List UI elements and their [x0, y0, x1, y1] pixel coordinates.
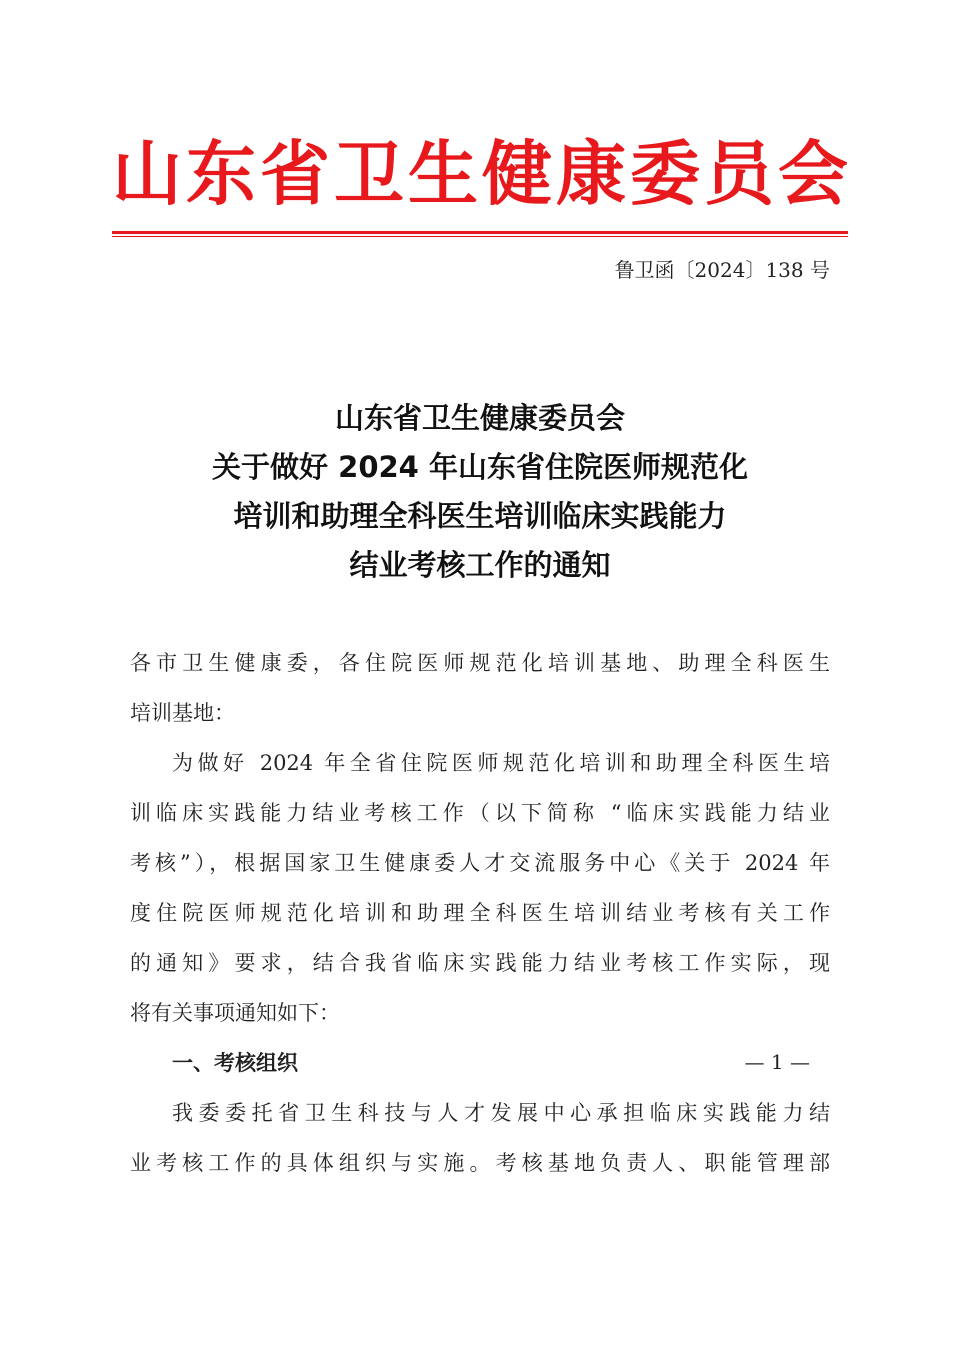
paragraph-line: 将有关事项通知如下： — [130, 1001, 340, 1025]
red-separator-thin — [112, 236, 848, 237]
letterhead-org-name — [112, 126, 848, 222]
paragraph-line: 的通知》要求，结合我省临床实践能力结业考核工作实际，现 — [130, 951, 830, 975]
paragraph-line: 度住院医师规范化培训和助理全科医生培训结业考核有关工作 — [130, 901, 830, 925]
letterhead-char: 会 — [778, 133, 848, 215]
title-line: 山东省卫生健康委员会 — [334, 401, 625, 435]
paragraph-line: 为做好 2024 年全省住院医师规范化培训和助理全科医生培 — [172, 751, 830, 775]
page-number: — 1 — — [744, 1050, 810, 1074]
letterhead-char: 东 — [186, 133, 256, 215]
letterhead-char: 健 — [482, 133, 552, 215]
document-title — [0, 394, 960, 590]
red-separator-thick — [112, 231, 848, 234]
document-body — [130, 638, 830, 1188]
title-line: 结业考核工作的通知 — [349, 548, 611, 582]
letterhead-char: 康 — [556, 133, 626, 215]
letterhead-char: 卫 — [334, 133, 404, 215]
letterhead-char: 山 — [112, 133, 182, 215]
recipient-line: 各市卫生健康委，各住院医师规范化培训基地、助理全科医生 — [130, 651, 830, 675]
section-heading: 一、考核组织 — [172, 1051, 298, 1075]
letterhead-char: 省 — [260, 133, 330, 215]
letterhead-char: 委 — [630, 133, 700, 215]
document-number: 鲁卫函〔2024〕138 号 — [614, 258, 830, 282]
paragraph-line: 我委委托省卫生科技与人才发展中心承担临床实践能力结 — [172, 1101, 830, 1125]
letterhead-char: 员 — [704, 133, 774, 215]
letterhead-char: 生 — [408, 133, 478, 215]
title-line: 培训和助理全科医生培训临床实践能力 — [233, 499, 727, 533]
paragraph-line: 考核”），根据国家卫生健康委人才交流服务中心《关于 2024 年 — [130, 851, 830, 875]
recipient-line: 培训基地： — [130, 701, 235, 725]
paragraph-line: 训临床实践能力结业考核工作（以下简称 “临床实践能力结业 — [130, 801, 830, 825]
paragraph-line: 业考核工作的具体组织与实施。考核基地负责人、职能管理部 — [130, 1151, 830, 1175]
title-line: 关于做好 2024 年山东省住院医师规范化 — [212, 450, 748, 484]
